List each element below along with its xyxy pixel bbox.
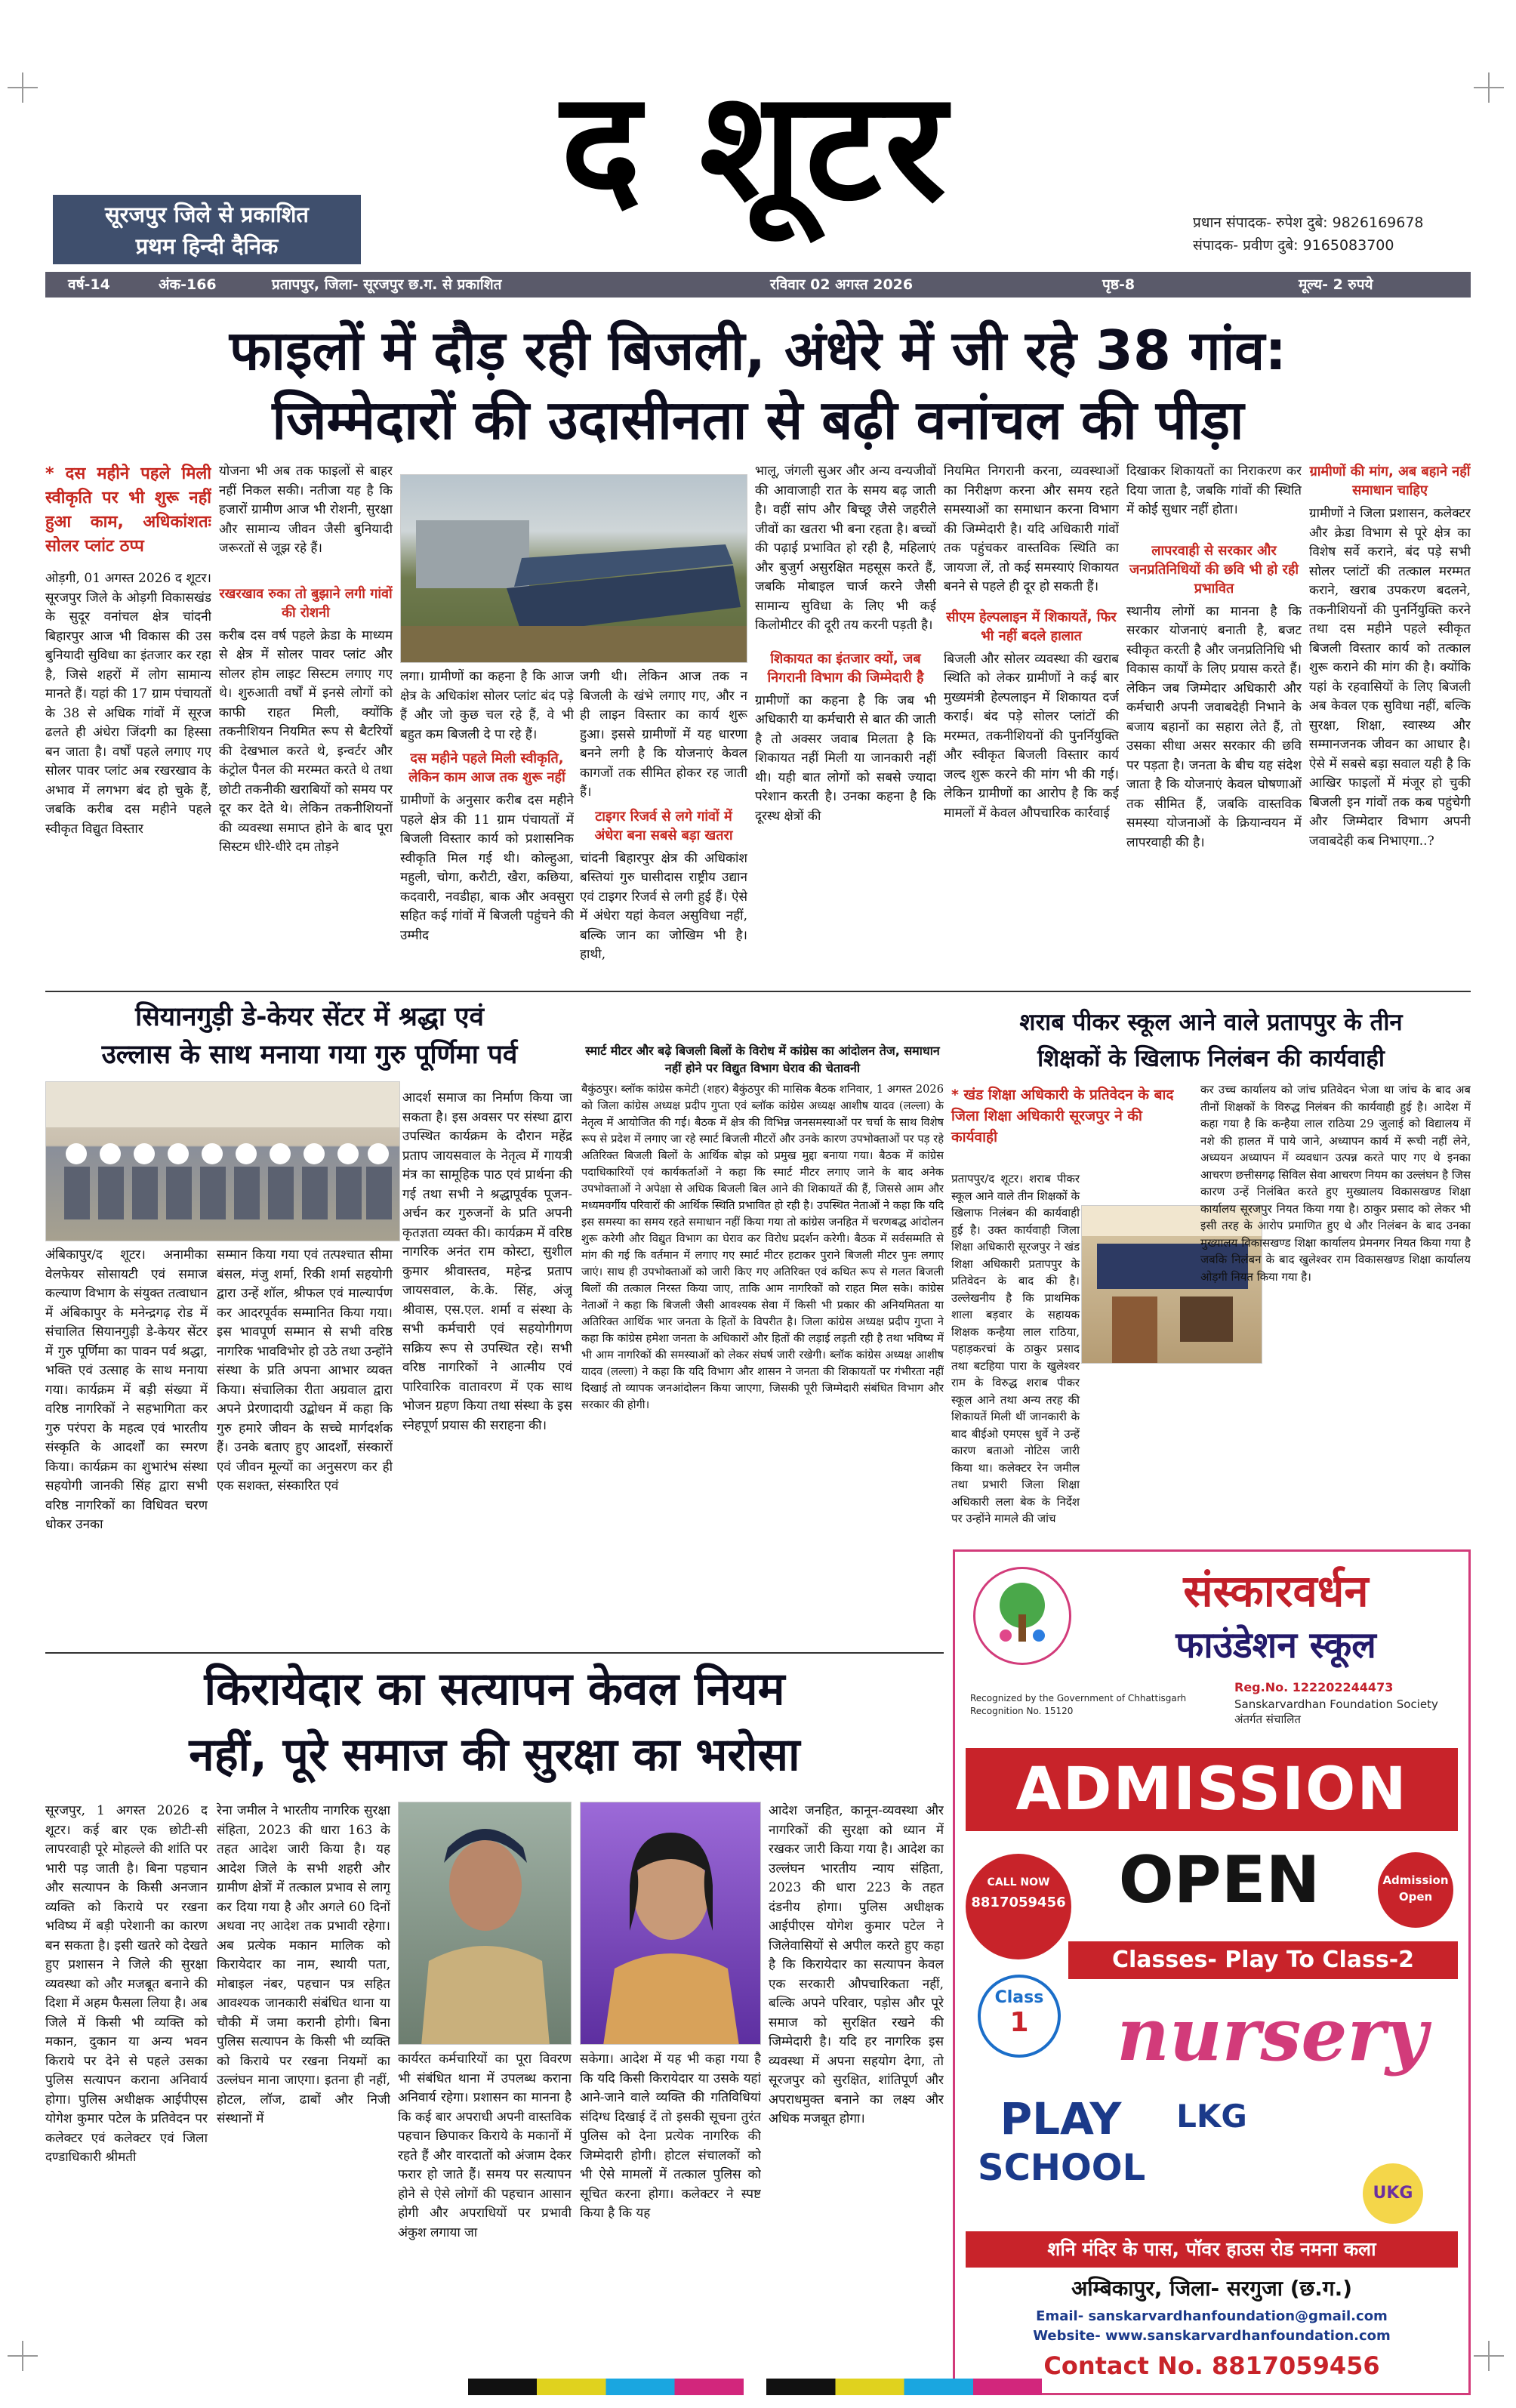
ad-call-badge: [966, 1854, 1071, 1959]
section-divider: [45, 991, 1471, 992]
lead-column-8: [1309, 462, 1471, 983]
lead-subhead: सीएम हेल्पलाइन में शिकायतें, फिर भी नहीं बदले हालात: [946, 609, 1117, 644]
lead-column-7: [1126, 462, 1302, 983]
crop-mark: [8, 72, 38, 103]
issue: अंक-166: [159, 276, 217, 293]
section-divider: [45, 1652, 944, 1654]
ad-address-banner: [966, 2231, 1458, 2268]
solar-plant-photo: [400, 474, 747, 663]
lead-column-1: [45, 462, 211, 983]
teachers-headline-2: शिक्षकों के खिलाफ निलंबन की कार्यवाही: [1037, 1045, 1385, 1072]
guru-headline-2: उल्लास के साथ मनाया गया गुरु पूर्णिमा पर्व: [101, 1040, 518, 1070]
chief-editor: प्रधान संपादक- रुपेश दुबे: 9826169678: [1193, 214, 1424, 231]
price: मूल्य- 2 रुपये: [1299, 276, 1373, 293]
officer-portrait-graphic: [399, 1802, 572, 2045]
ad-classes-banner: [1068, 1941, 1458, 1979]
lead-text: भालू, जंगली सुअर और अन्य वन्यजीवों की आवाजाही रात के समय बढ़ जाती है। वहीं सांप और बिच्छू जैसे जहरीले जीवों का खतरा भी बना रहता है। बच्चों की पढ़ाई प्रभावित हो रही है, महिलाएं और बुजुर्ग असुरक्षित महसूस करते हैं, जबकि मोबाइल चार्ज करने जैसी सामान्य सुविधा के लिए भी कई किलोमीटर की दूरी तय करनी पड़ती है।: [755, 464, 936, 633]
lead-column-3: [400, 668, 574, 983]
ad-recognized: Recognized by the Government of Chhattisgarh Recognition No. 15120: [970, 1693, 1187, 1716]
lead-column-5: [755, 462, 936, 983]
ad-badge: Admission Open: [1378, 1852, 1453, 1928]
tenant-text: सकेगा। आदेश में यह भी कहा गया है कि यदि किसी किरायेदार या उसके यहां आने-जाने वाले व्यक्ति की गतिविधियां संदिग्ध दिखाई दें तो इसकी सूचना तुरंत पुलिस को देना प्रत्येक नागरिक की जिम्मेदारी होगी। होटल संचालकों को भी ऐसे मामलों में तत्काल पुलिस को सूचित करना होगा। कलेक्टर ने स्पष्ट किया है कि यह: [580, 2052, 761, 2221]
guru-text: आदर्श समाज का निर्माण किया जा सकता है। इस अवसर पर संस्था द्वारा उपस्थित कार्यक्रम के दौरान महेंद्र प्रताप जायसवाल के नेतृत्व में गायत्री मंत्र का सामूहिक पाठ एवं प्रार्थना की गई तथा सभी ने श्रद्धापूर्वक पूजन-अर्चन कर गुरुजनों के प्रति अपनी कृतज्ञता व्यक्त की। कार्यक्रम में वरिष्ठ नागरिक अनंत राम कोस्टा, सुशील कुमार श्रीवास्तव, महेन्द्र प्रताप जायसवाल, के.के. सिंह, अंजू श्रीवास, एस.एल. शर्मा व संस्था के सभी कर्मचारी एवं सहयोगीगण सक्रिय रूप से उपस्थित रहे। सभी वरिष्ठ नागरिकों ने आत्मीय एवं पारिवारिक वातावरण में एक साथ भोजन ग्रहण किया तथा संस्था के इस स्नेहपूर्ण प्रयास की सराहना की।: [402, 1090, 572, 1433]
guru-headline-1: सियानगुड़ी डे-केयर सेंटर में श्रद्धा एवं: [135, 1002, 484, 1032]
crop-mark: [1474, 72, 1504, 103]
solar-panel-graphic: [401, 475, 747, 663]
masthead-tagline: [53, 195, 361, 264]
lead-subhead: रखरखाव रुका तो बुझाने लगी गांवों की रोशनी: [219, 585, 393, 621]
lead-text: दिखाकर शिकायतों का निराकरण कर दिया जाता है, जबकि गांवों की स्थिति में कोई सुधार नहीं होता।: [1126, 464, 1302, 517]
ad-reg: Reg.No. 122202244473: [1234, 1680, 1394, 1694]
woman-officer-photo: [580, 1802, 761, 2045]
teachers-text: कर उच्च कार्यालय को जांच प्रतिवेदन भेजा था जांच के बाद अब तीनों शिक्षकों के विरुद्ध निलंबन की कार्यवाही हुई है। आदेश में कहा गया है कि कन्हैया लाल राठिया 29 जुलाई को विद्यालय में नशे की हालत में पाये जाने, अध्यापन कार्य में रूची नहीं लेने, अध्ययन अध्यापन में व्यवधान उत्पन्न करते पाए गए थे इनका आचरण छत्तीसगढ़ सिविल सेवा आचरण नियम का उल्लंघन है जिस कारण उन्हें निलंबित करते हुए मुख्यालय विकासखण्ड शिक्षा कार्यालय सूरजपुर नियत किया गया है। ठाकुर प्रसाद को लेकर भी इसी तरह के आरोप प्रमाणित हुए थे और निलंबन के बाद उनका मुख्यालय विकासखण्ड शिक्षा कार्यालय प्रेमनगर नियत किया गया है जबकि निलंबन के बाद खुलेश्वर राम विकासखण्ड शिक्षा कार्यालय ओड़गी नियत किया गया है।: [1200, 1083, 1471, 1284]
ad-class-badge: [978, 1975, 1061, 2058]
lead-text: बिजली और सोलर व्यवस्था की खराब स्थिति को लेकर ग्रामीणों ने कई बार मुख्यमंत्री हेल्पलाइन में शिकायत दर्ज कराई। बंद पड़े सोलर प्लांटों की मरम्मत, तकनीशियनों की पुनर्नियुक्ति और स्वीकृत बिजली विस्तार कार्य जल्द शुरू करने की मांग भी की गई। लेकिन ग्रामीणों का आरोप है कि कई मामलों में केवल औपचारिक कार्रवाई: [944, 651, 1119, 821]
ad-class-number: 1: [1009, 2007, 1029, 2038]
teachers-highlight: * खंड शिक्षा अधिकारी के प्रतिवेदन के बाद जिला शिक्षा अधिकारी सूरजपुर ने की कार्यवाही: [951, 1087, 1174, 1145]
tenant-column-3: [398, 2050, 572, 2397]
lead-headline-1: फाइलों में दौड़ रही बिजली, अंधेरे में जी रहे 38 गांव:: [229, 319, 1287, 382]
masthead-title: द शूटर: [560, 59, 950, 235]
guru-purnima-photo: [45, 1081, 400, 1241]
ad-school: SCHOOL: [978, 2147, 1146, 2189]
editor-credits: [1193, 211, 1465, 257]
tagline-line-2: प्रथम हिन्दी दैनिक: [135, 233, 279, 259]
tenant-column-5: [769, 1802, 944, 2398]
lead-text: ओड़गी, 01 अगस्त 2026 द शूटर। सूरजपुर जिले के ओड़गी विकासखंड के सुदूर वनांचल क्षेत्र चांदनी बिहारपुर आज भी विकास की उस बुनियादी सुविधा का इंतजार कर रहा है, जिसे शहरों में लोग सामान्य मानते हैं। यहां की 17 ग्राम पंचायतों के 38 से अधिक गांवों में सूरज ढलते ही अंधेरा जिंदगी का हिस्सा बन जाता है। वर्षों पहले लगाए गए सोलर पावर प्लांट अब रखरखाव के अभाव में लगभग बंद हो चुके हैं, जबकि करीब दस महीने पहले स्वीकृत विद्युत विस्तार: [45, 571, 211, 837]
ad-classes: Classes- Play To Class-2: [1111, 1947, 1415, 1973]
ad-nursery: nursery: [1117, 1992, 1428, 2077]
ad-open: OPEN: [1118, 1842, 1320, 1918]
tenant-text: कार्यरत कर्मचारियों का पूरा विवरण भी संबंधित थाना में उपलब्ध कराना अनिवार्य रहेगा। प्रशासन का मानना है कि कई बार अपराधी अपनी वास्तविक पहचान छिपाकर किराये के मकानों में रहते हैं और वारदातों को अंजाम देकर फरार हो जाते हैं। समय पर सत्यापन होने से ऐसे लोगों की पहचान आसान होगी और अपराधियों पर प्रभावी अंकुश लगाया जा: [398, 2052, 572, 2240]
tenant-text: रेना जमील ने भारतीय नागरिक सुरक्षा संहिता, 2023 की धारा 163 के तहत आदेश जारी किया है। यह आदेश जिले के सभी शहरी और ग्रामीण क्षेत्रों में तत्काल प्रभाव से लागू कर दिया गया है और अगले 60 दिनों अथवा नए आदेश तक प्रभावी रहेगा। अब प्रत्येक मकान मालिक को किरायेदार का नाम, स्थायी पता, मोबाइल नंबर, पहचान पत्र सहित आवश्यक जानकारी संबंधित थाना या चौकी में जमा करानी होगी। बिना पुलिस सत्यापन के किसी भी व्यक्ति को किराये पर रखना नियमों का उल्लंघन माना जाएगा। इतना ही नहीं, होटल, लॉज, ढाबों और निजी संस्थानों में: [217, 1803, 390, 2126]
ad-contact: Contact No. 8817059456: [1043, 2351, 1380, 2380]
congress-headline: स्मार्ट मीटर और बढ़े बिजली बिलों के विरोध में कांग्रेस का आंदोलन तेज, समाधान नहीं होने पर विद्युत विभाग घेराव की चेतावनी: [585, 1044, 940, 1075]
lead-text: ग्रामीणों का कहना है कि जब भी अधिकारी या कर्मचारी से बात की जाती है तो अक्सर जवाब मिलता है कि शिकायत नहीं मिली या जानकारी नहीं थी। यही बात लोगों को सबसे ज्यादा परेशान करती है। उनका कहना है कि दूरस्थ क्षेत्रों की: [755, 692, 936, 824]
ad-lkg: LKG: [1176, 2098, 1247, 2135]
ad-address-2: अम्बिकापुर, जिला- सरगुजा (छ.ग.): [1071, 2276, 1353, 2301]
lead-text: करीब दस वर्ष पहले क्रेडा के माध्यम से क्षेत्र में सोलर पावर प्लांट और सोलर होम लाइट सिस्टम लगाए गए थे। शुरुआती वर्षों में इनसे लोगों को काफी राहत मिली, क्योंकि तकनीशियन नियमित रूप से बैटरियों की देखभाल करते थे, इन्वर्टर और कंट्रोल पैनल की मरम्मत करते थे तथा छोटी तकनीकी खराबियों को समय पर दूर कर देते थे। लेकिन तकनीशियनों की व्यवस्था समाप्त होने के बाद पूरा सिस्टम धीरे-धीरे दम तोड़ने: [219, 627, 393, 855]
color-registration-strip: [468, 2379, 1042, 2395]
tenant-text: सूरजपुर, 1 अगस्त 2026 द शूटर। कई बार एक छोटी-सी लापरवाही पूरे मोहल्ले की शांति पर भारी पड़ जाती है। बिना पहचान और सत्यापन के किसी अनजान व्यक्ति को किराये पर रखना भविष्य में बड़ी परेशानी का कारण बन सकता है। इसी खतरे को देखते हुए प्रशासन ने जिले की सुरक्षा व्यवस्था को और मजबूत बनाने की दिशा में अहम फैसला लिया है। अब जिले में किसी भी व्यक्ति को मकान, दुकान या अन्य भवन किराये पर देने से पहले उसका पुलिस सत्यापन कराना अनिवार्य होगा। पुलिस अधीक्षक आईपीएस योगेश कुमार पटेल के प्रतिवेदन पर कलेक्टर एवं कलेक्टर एवं जिला दण्डाधिकारी श्रीमती: [45, 1803, 208, 2165]
ad-admission-banner: [966, 1748, 1458, 1831]
ad-logo: [973, 1567, 1071, 1665]
guru-text: अंबिकापुर/द शूटर। अनामीका वेलफेयर सोसायटी एवं समाज कल्याण विभाग के संयुक्त तत्वाधान में अंबिकापुर के मनेन्द्रगढ़ रोड में संचालित सियानगुड़ी डे-केयर सेंटर में गुरु पूर्णिमा का पावन पर्व श्रद्धा, भक्ति एवं उत्साह के साथ मनाया गया। कार्यक्रम में बड़ी संख्या में वरिष्ठ नागरिकों ने सहभागिता कर गुरु परंपरा के महत्व एवं भारतीय संस्कृति के आदर्शों का स्मरण किया। कार्यक्रम का शुभारंभ संस्था सहयोगी जानकी सिंह द्वारा सभी वरिष्ठ नागरिकों का विधिवत चरण धोकर उनका: [45, 1247, 208, 1532]
guru-text: सम्मान किया गया एवं तत्पश्चात सीमा बंसल, मंजु शर्मा, रिकी शर्मा सहयोगी द्वारा उन्हें शॉल, श्रीफल एवं माल्यार्पण कर आदरपूर्वक सम्मानित किया गया। इस भावपूर्ण सम्मान से सभी वरिष्ठ नागरिक भावविभोर हो उठे तथा उन्होंने संस्था के प्रति अपना आभार व्यक्त किया। संचालिका रीता अग्रवाल द्वारा अपने प्रेरणादायी उद्बोधन में कहा कि गुरु हमारे जीवन के सच्चे मार्गदर्शक हैं। उनके बताए हुए आदर्शों, संस्कारों एवं जीवन मूल्यों का अनुसरण कर ही एक सशक्त, संस्कारित एवं: [217, 1247, 393, 1494]
lead-text: ग्रामीणों ने जिला प्रशासन, कलेक्टर और क्रेडा विभाग से पूरे क्षेत्र का विशेष सर्वे कराने, बंद पड़े सभी सोलर प्लांटों की तत्काल मरम्मत कराने, खराब उपकरण बदलने, तकनीशियनों की पुनर्नियुक्ति करने तथा दस महीने पहले स्वीकृत बिजली विस्तार कार्य को तत्काल शुरू कराने की मांग की है। क्योंकि यहां के रहवासियों के लिए बिजली अब केवल एक सुविधा नहीं, बल्कि सुरक्षा, शिक्षा, स्वास्थ्य और सम्मानजनक जीवन का आधार है। ऐसे में सबसे बड़ा सवाल यही है कि आखिर फाइलों में मंजूर हो चुकी बिजली इन गांवों तक कब पहुंचेगी और जिम्मेदार विभाग अपनी जवाबदेही कब निभाएगा..?: [1309, 506, 1471, 849]
tenant-column-2: [217, 1802, 390, 2398]
lead-subhead: दस महीने पहले मिली स्वीकृति, लेकिन काम आज तक शुरू नहीं: [408, 751, 565, 785]
page-count: पृष्ठ-8: [1102, 276, 1135, 293]
lead-column-6: [944, 462, 1119, 983]
ad-email: Email- sanskarvardhanfoundation@gmail.com: [1036, 2308, 1388, 2324]
guru-column-2: [217, 1246, 393, 1646]
lead-highlight: * दस महीने पहले मिली स्वीकृति पर भी शुरू नहीं हुआ काम, अधिकांशतः सोलर प्लांट ठप्प: [45, 464, 211, 556]
teachers-headline-1: शराब पीकर स्कूल आने वाले प्रतापपुर के तीन: [1019, 1009, 1403, 1036]
tenant-column-1: [45, 1802, 208, 2398]
dateline-place: प्रतापपुर, जिला- सूरजपुर छ.ग. से प्रकाशित: [272, 276, 502, 293]
crop-mark: [8, 2341, 38, 2371]
group-photo-graphic: [46, 1082, 400, 1241]
lead-subhead: लापरवाही से सरकार और जनप्रतिनिधियों की छवि भी हो रही प्रभावित: [1129, 542, 1299, 597]
officer-portrait-graphic: [581, 1802, 761, 2045]
teachers-body-right: [1200, 1081, 1471, 1542]
crop-mark: [1474, 2341, 1504, 2371]
tenant-text: आदेश जनहित, कानून-व्यवस्था और नागरिकों की सुरक्षा को ध्यान में रखकर जारी किया गया है। आदेश का उल्लंघन भारतीय न्याय संहिता, 2023 की धारा 223 के तहत दंडनीय होगा। पुलिस अधीक्षक आईपीएस योगेश कुमार पटेल ने जिलेवासियों से अपील करते हुए कहा है कि किरायेदार का सत्यापन केवल एक सरकारी औपचारिकता नहीं, बल्कि अपने परिवार, पड़ोस और पूरे समाज को सुरक्षित रखने की जिम्मेदारी है। यदि हर नागरिक इस व्यवस्था में अपना सहयोग देगा, तो सूरजपुर को सुरक्षित, शांतिपूर्ण और अपराधमुक्त बनाने का लक्ष्य और अधिक मजबूत होगा।: [769, 1803, 944, 2126]
guru-column-3: [402, 1089, 572, 1646]
dateline-bar: [45, 272, 1471, 298]
lead-column-2: [219, 462, 393, 983]
lead-text: स्थानीय लोगों का मानना है कि सरकार योजनाएं बनाती है, बजट स्वीकृत करती है और जनप्रतिनिधि भी विकास कार्यों के लिए प्रयास करते हैं। लेकिन जब जिम्मेदार अधिकारी और कर्मचारी अपनी जवाबदेही निभाने के बजाय बहानों का सहारा लेते हैं, तो उसका सीधा असर सरकार की छवि पर पड़ता है। जनता के बीच यह संदेश जाता है कि योजनाएं केवल घोषणाओं तक सीमित हैं, जबकि वास्तविक समस्या योजनाओं के क्रियान्वयन में लापरवाही की है।: [1126, 603, 1302, 850]
lead-text: ग्रामीणों के अनुसार करीब दस महीने पहले क्षेत्र की 11 ग्राम पंचायतों में बिजली विस्तार कार्य को प्रशासनिक स्वीकृति मिल गई थी। कोल्हुआ, महुली, चोगा, करौटी, खैरा, कछिया, कदवारी, नवडीहा, बाक और अवसुरा सहित कई गांवों में बिजली पहुंचने की उम्मीद: [400, 793, 574, 943]
school-admission-ad: [953, 1549, 1471, 2395]
lead-subhead: टाइगर रिजर्व से लगे गांवों में अंधेरा बना सबसे बड़ा खतरा: [594, 808, 733, 843]
lead-text: नियमित निगरानी करना, व्यवस्थाओं का निरीक्षण करना और समय रहते समस्याओं का समाधान करना विभाग की जिम्मेदारी है। यदि अधिकारी गांवों तक पहुंचकर वास्तविक स्थिति का जायजा लें, तो कई समस्याएं शिकायत बनने से पहले ही दूर हो सकती हैं।: [944, 464, 1119, 594]
tenant-column-4: [580, 2050, 761, 2397]
ad-society: Sanskarvardhan Foundation Society अंतर्गत संचालित: [1234, 1697, 1438, 1726]
ad-admission: ADMISSION: [1015, 1756, 1408, 1824]
tenant-headline-1: किरायेदार का सत्यापन केवल नियम: [204, 1663, 785, 1716]
ad-title-1: संस्कारवर्धन: [1183, 1565, 1369, 1617]
ad-class-label: Class: [994, 1988, 1044, 2007]
lead-subhead: ग्रामीणों की मांग, अब बहाने नहीं समाधान चाहिए: [1309, 464, 1471, 498]
congress-body: [581, 1081, 944, 1646]
lead-text: योजना भी अब तक फाइलों से बाहर नहीं निकल सकी। नतीजा यह है कि हजारों ग्रामीण आज भी रोशनी, सुरक्षा और सामान्य जीवन जैसी बुनियादी जरूरतों से जूझ रहे हैं।: [219, 464, 393, 556]
teachers-text: प्रतापपुर/द शूटर। शराब पीकर स्कूल आने वाले तीन शिक्षकों के खिलाफ निलंबन की कार्यवाही हुई है। उक्त कार्यवाही जिला शिक्षा अधिकारी सूरजपुर ने खंड शिक्षा अधिकारी प्रतापपुर के प्रतिवेदन के बाद की है। उल्लेखनीय है कि प्राथमिक शाला बड़वार के सहायक शिक्षक कन्हैया लाल राठिया, पहाड़करचां के ठाकुर प्रसाद तथा बटहिया पारा के खुलेश्वर राम के विरुद्ध शराब पीकर स्कूल आने तथा अन्य तरह की शिकायतें मिली थीं जानकारी के बाद बीईओ एमएस धुर्वे ने उन्हें कारण बताओ नोटिस जारी किया था। कलेक्टर रेन जमील तथा प्रभारी जिला शिक्षा अधिकारी लला बेक के निर्देश पर उन्होंने मामले की जांच: [951, 1172, 1080, 1525]
police-officer-photo: [398, 1802, 572, 2045]
guru-column-1: [45, 1246, 208, 1646]
lead-text: लगा। ग्रामीणों का कहना है कि आज क्षेत्र के अधिकांश सोलर प्लांट बंद पड़े हैं और जो कुछ चल रहे हैं, वे भी बहुत कम बिजली दे पा रहे हैं।: [400, 669, 574, 742]
dateline-date: रविवार 02 अगस्त 2026: [770, 276, 914, 293]
lead-text: चांदनी बिहारपुर क्षेत्र की अधिकांश बस्तियां गुरु घासीदास राष्ट्रीय उद्यान एवं टाइगर रिजर्व से लगी हुई हैं। ऐसे में अंधेरा यहां केवल असुविधा नहीं, बल्कि जान का जोखिम भी है। हाथी,: [580, 850, 747, 962]
ad-call-number: 8817059456: [971, 1895, 1066, 1910]
lead-text: जगी थी। लेकिन आज तक न बिजली के खंभे लगाए गए, और न ही लाइन विस्तार का कार्य शुरू हुआ। इससे ग्रामीणों में यह धारणा बनने लगी है कि योजनाएं केवल कागजों तक सीमित होकर रह जाती हैं।: [580, 669, 747, 800]
tagline-line-1: सूरजपुर जिले से प्रकाशित: [105, 202, 309, 227]
ad-website: Website- www.sanskarvardhanfoundation.com: [1033, 2328, 1391, 2344]
lead-headline-2: जिम्मेदारों की उदासीनता से बढ़ी वनांचल की पीड़ा: [272, 388, 1244, 452]
congress-text: बैकुंठपुर। ब्लॉक कांग्रेस कमेटी (शहर) बैकुंठपुर की मासिक बैठक शनिवार, 1 अगस्त 2026 को जिला कांग्रेस अध्यक्ष प्रदीप गुप्ता एवं ब्लॉक कांग्रेस अध्यक्ष आशीष यादव (लल्ला) के नेतृत्व में आयोजित की गई। बैठक में क्षेत्र की विभिन्न जनसमस्याओं पर चर्चा के साथ विशेष रूप से प्रदेश में लगाए जा रहे स्मार्ट बिजली मीटरों और उनके कारण उपभोक्ताओं पर पड़ रहे अतिरिक्त बिजली बिलों के आर्थिक बोझ को प्रमुख मुद्दा बनाया गया। बैठक में कांग्रेस पदाधिकारियों एवं कार्यकर्ताओं ने कहा कि स्मार्ट मीटर लगाए जाने के बाद अनेक उपभोक्ताओं ने अपेक्षा से अधिक बिजली बिल आने की शिकायतें की हैं, जिससे आम और मध्यमवर्गीय परिवारों की आर्थिक स्थिति प्रभावित हो रही है। उपस्थित नेताओं ने कहा कि यदि इस समस्या का समय रहते समाधान नहीं किया गया तो कांग्रेस जनहित में चरणबद्ध आंदोलन शुरू करेगी और विद्युत विभाग का घेराव कर विरोध प्रदर्शन करेगी। बैठक में सर्वसम्मति से मांग की गई कि वर्तमान में लगाए गए स्मार्ट मीटर हटाकर पुराने बिजली मीटर पुनः लगाए जाएं। साथ ही उपभोक्ताओं को जारी किए गए अतिरिक्त एवं कथित रूप से गलत बिजली बिलों की तत्काल निरस्त किया जाए, ताकि आम नागरिकों को राहत मिल सके। कांग्रेस नेताओं ने कहा कि बिजली जैसी आवश्यक सेवा में किसी भी प्रकार की अनियमितता या अतिरिक्त आर्थिक भार जनता के हितों के विपरीत है। जिला कांग्रेस अध्यक्ष प्रदीप गुप्ता ने कहा कि कांग्रेस हमेशा जनता के अधिकारों और हितों की लड़ाई लड़ती रही है तथा भविष्य में भी आम नागरिकों की समस्याओं को लेकर संघर्ष जारी रखेगी। ब्लॉक कांग्रेस अध्यक्ष आशीष यादव (लल्ला) ने कहा कि यदि विभाग और शासन ने जनता की शिकायतों पर गंभीरता नहीं दिखाई तो व्यापक जनआंदोलन किया जाएगा, जिसकी पूरी जिम्मेदारी संबंधित विभाग और सरकार की होगी।: [581, 1083, 944, 1411]
ad-play: PLAY: [1000, 2093, 1122, 2144]
ad-title-2: फाउंडेशन स्कूल: [1176, 1624, 1376, 1666]
tree-icon: [975, 1569, 1069, 1663]
editor: संपादक- प्रवीण दुबे: 9165083700: [1193, 237, 1394, 254]
ad-call-label: CALL NOW: [987, 1876, 1050, 1888]
lead-subhead: शिकायत का इंतजार क्यों, जब निगरानी विभाग की जिम्मेदारी है: [767, 650, 924, 686]
ad-ukg: UKG: [1363, 2163, 1423, 2224]
lead-column-4: [580, 668, 747, 983]
volume: वर्ष-14: [68, 276, 110, 293]
ad-address-1: शनि मंदिर के पास, पॉवर हाउस रोड नमना कला: [1047, 2238, 1376, 2260]
tenant-headline-2: नहीं, पूरे समाज की सुरक्षा का भरोसा: [189, 1728, 800, 1781]
